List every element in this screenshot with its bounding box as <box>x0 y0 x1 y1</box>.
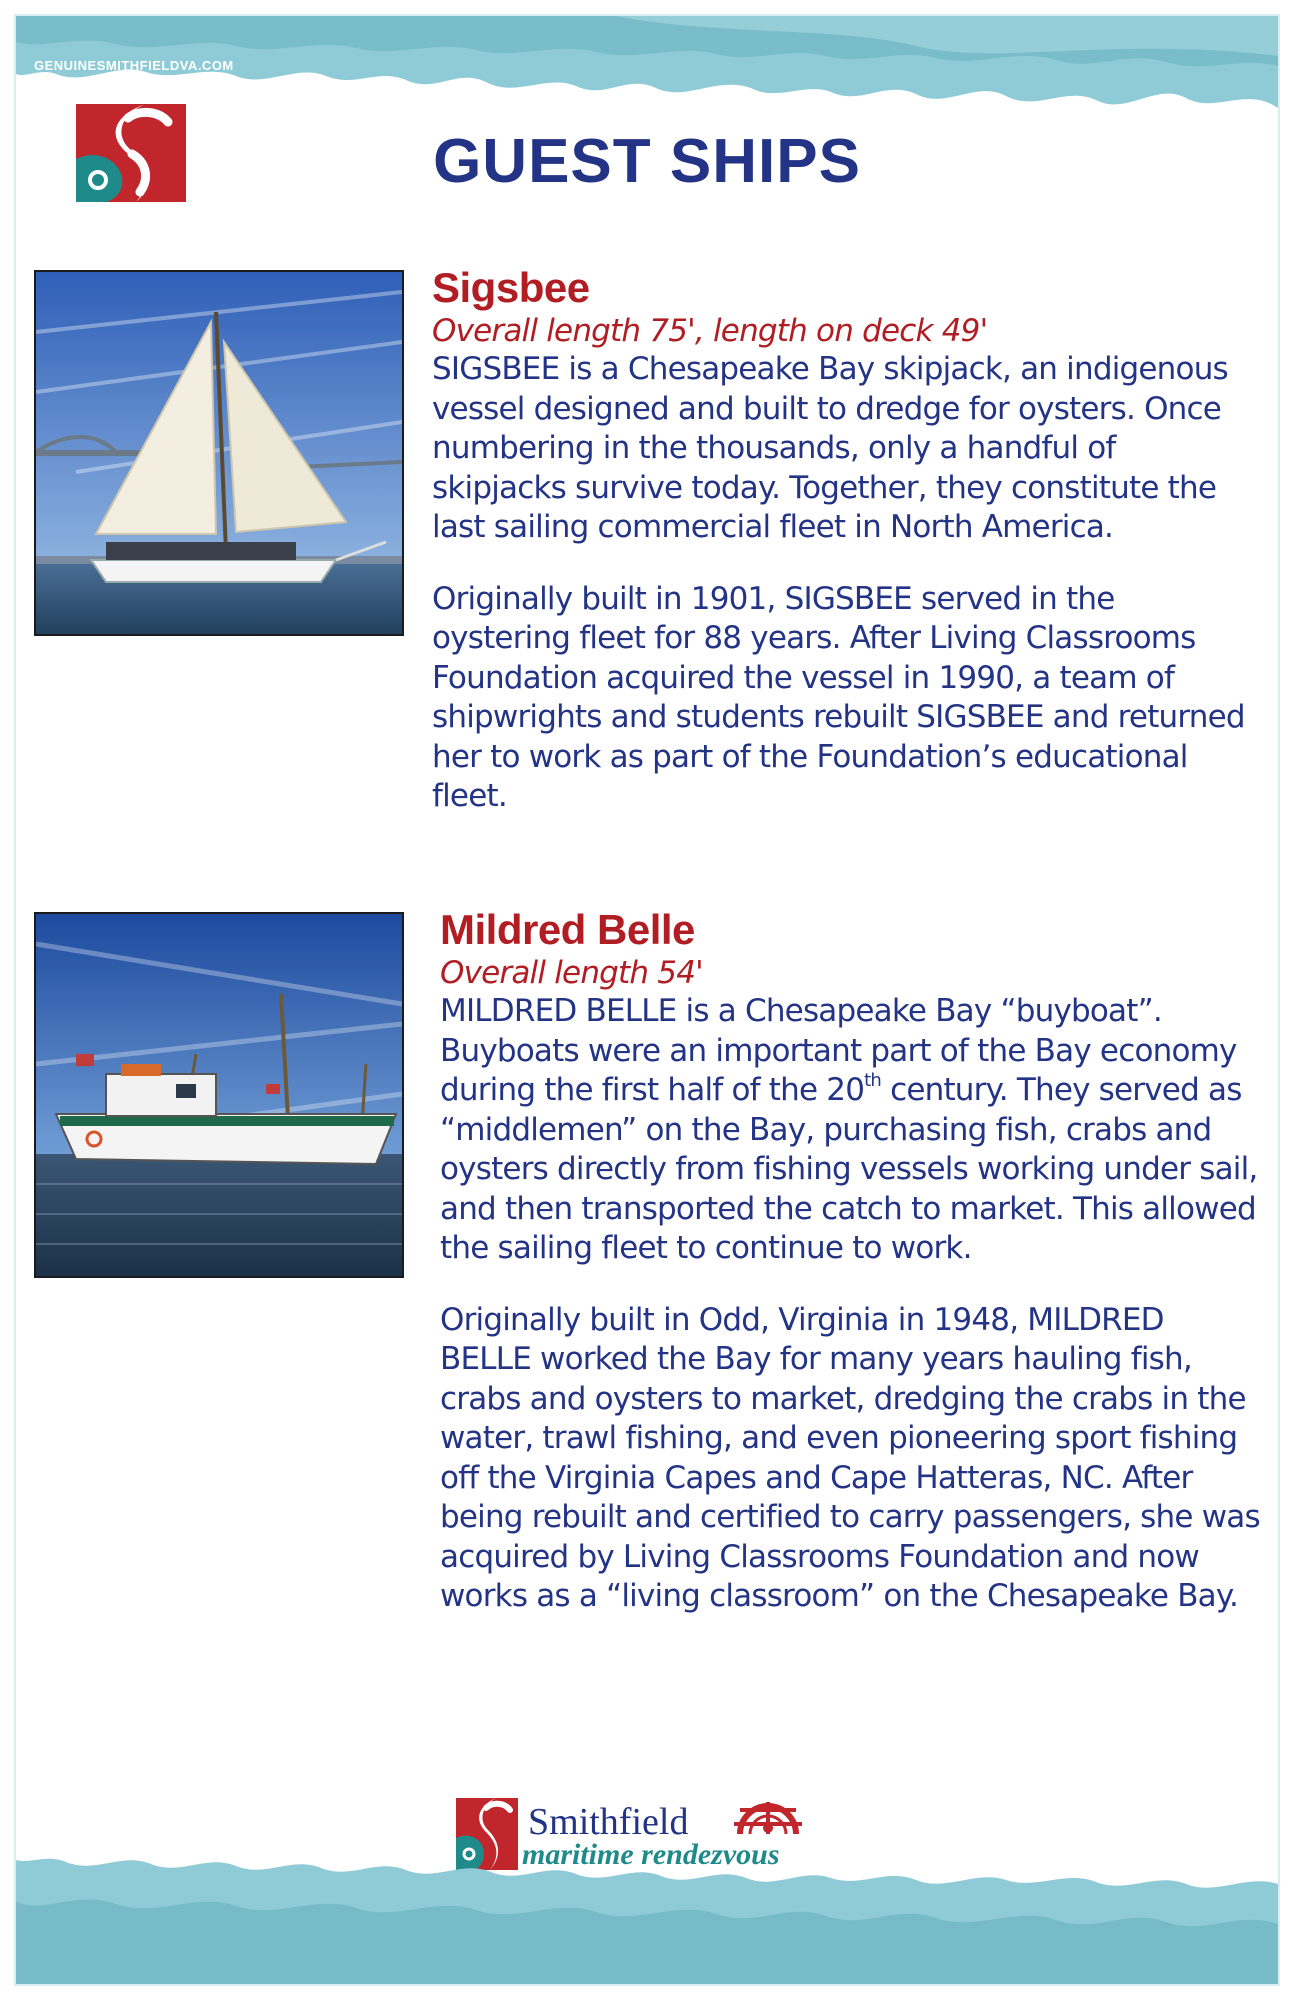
page-title: GUEST SHIPS <box>433 127 861 196</box>
footer-brand: Smithfield <box>528 1801 689 1843</box>
bottom-wave-band <box>16 1844 1278 1984</box>
ship-description <box>440 992 1260 1269</box>
description-part-2: century. They served as “middlemen” on the Bay, purchasing fish, crabs and oysters directly from fishing vessels working under sail, and then transported the catch to market. This allowed the sailing fleet to continue to work. <box>440 1072 1258 1266</box>
description-part-1: MILDRED BELLE is a Chesapeake Bay “buyboat”. Buyboats were an important part of the Bay economy during the first half of the 20 <box>440 993 1237 1108</box>
sigsbee-section <box>432 264 1252 817</box>
sigsbee-photo <box>34 270 404 636</box>
ship-history: Originally built in 1901, SIGSBEE served in the oystering fleet for 88 years. After Living Classrooms Foundation acquired the vessel in 1990, a team of shipwrights and students rebuilt SIGSBEE and returned her to work as part of the Foundation’s educational fleet. <box>432 580 1245 814</box>
ship-spec: Overall length 75', length on deck 49' <box>432 313 988 349</box>
ship-name: Mildred Belle <box>440 906 695 953</box>
ship-description: SIGSBEE is a Chesapeake Bay skipjack, an indigenous vessel designed and built to dredge for oysters. Once numbering in the thousands, only a handful of skipjacks survive today. Together, they constitute the last sailing commercial fleet in North America. <box>432 351 1228 545</box>
mildred-belle-section <box>440 906 1260 1617</box>
mildred-belle-photo <box>34 912 404 1278</box>
ordinal-superscript: th <box>864 1070 882 1091</box>
ship-history: Originally built in Odd, Virginia in 1948, MILDRED BELLE worked the Bay for many years hauling fish, crabs and oysters to market, dredging the crabs in the water, trawl fishing, and even pioneering sport fishing off the Virginia Capes and Cape Hatteras, NC. After being rebuilt and certified to carry passengers, she was acquired by Living Classrooms Foundation and now works as a “living classroom” on the Chesapeake Bay. <box>440 1301 1260 1614</box>
footer-tagline: maritime rendezvous <box>522 1838 780 1871</box>
ship-spec: Overall length 54' <box>440 955 703 991</box>
site-url: GENUINESMITHFIELDVA.COM <box>34 58 234 73</box>
ship-wheel-icon <box>732 1798 804 1838</box>
ship-name: Sigsbee <box>432 264 590 311</box>
